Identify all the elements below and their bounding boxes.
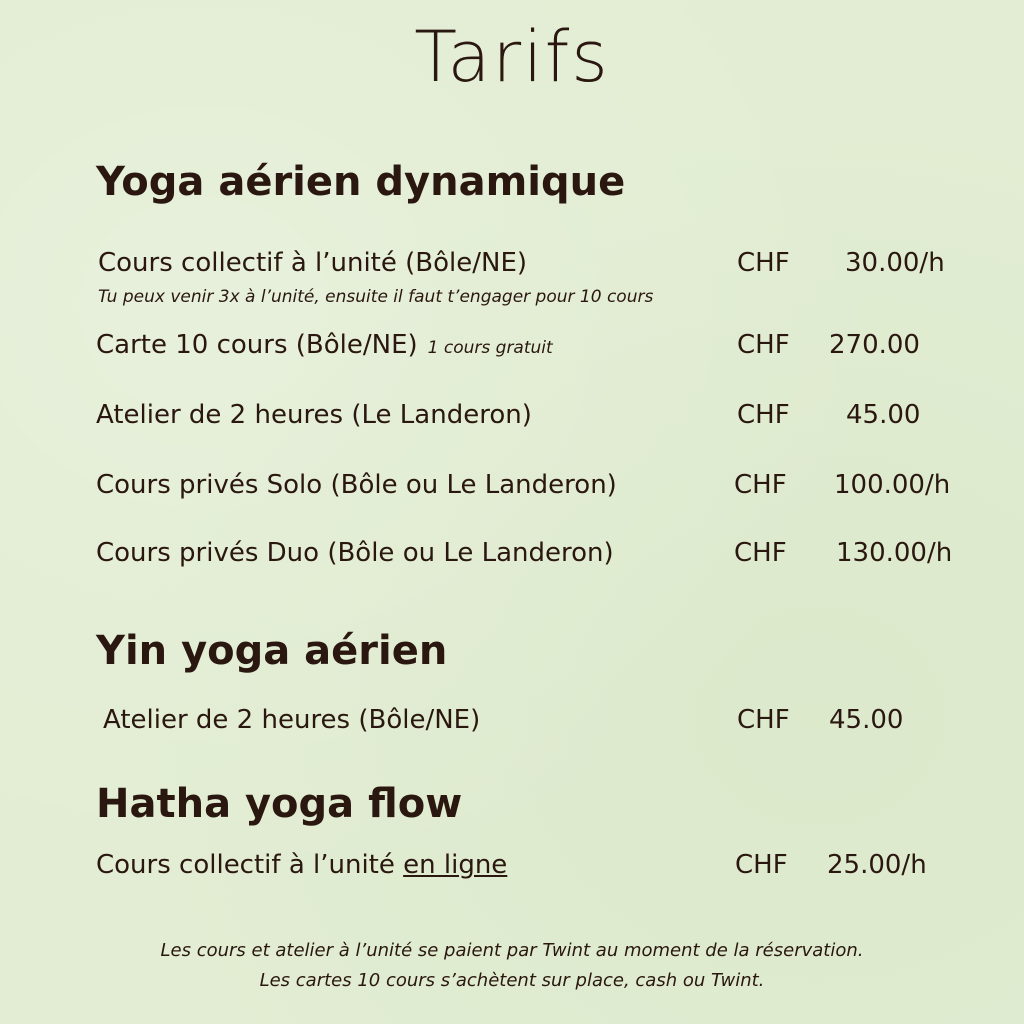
row-label-text: Cours collectif à l’unité (96, 850, 395, 880)
row-label: Atelier de 2 heures (Bôle/NE) (103, 705, 481, 735)
footer-line-2: Les cartes 10 cours s’achètent sur place, cash ou Twint. (259, 970, 765, 991)
row-label: Cours privés Solo (Bôle ou Le Landeron) (96, 470, 617, 500)
row-currency: CHF (737, 330, 790, 360)
price-row-atelier-bole (0, 702, 1024, 738)
row-label: Cours privés Duo (Bôle ou Le Landeron) (96, 538, 614, 568)
page-title: Tarifs (414, 16, 610, 98)
price-row-en-ligne (0, 847, 1024, 883)
row-price: 25.00/h (827, 850, 927, 880)
row-currency: CHF (734, 538, 787, 568)
row-currency: CHF (737, 248, 790, 278)
footer-notes (0, 936, 1024, 996)
price-row-prives-solo (0, 467, 1024, 503)
row-price: 45.00 (829, 705, 904, 735)
row-price: 100.00/h (834, 470, 951, 500)
row-subnote: Tu peux venir 3x à l’unité, ensuite il faut t’engager pour 10 cours (98, 287, 654, 307)
row-note: 1 cours gratuit (427, 338, 553, 358)
price-row-cours-collectif (0, 245, 1024, 281)
row-price: 45.00 (846, 400, 921, 430)
section-heading-hatha-yoga-flow: Hatha yoga flow (96, 781, 463, 827)
row-label (96, 847, 507, 883)
row-label: Cours collectif à l’unité (Bôle/NE) (98, 248, 528, 278)
row-label: Atelier de 2 heures (Le Landeron) (96, 400, 532, 430)
row-price: 30.00/h (845, 248, 945, 278)
row-currency: CHF (735, 850, 788, 880)
row-label-text: Carte 10 cours (Bôle/NE) (96, 330, 418, 360)
footer-line-1: Les cours et atelier à l’unité se paient par Twint au moment de la réservation. (160, 940, 864, 961)
row-currency: CHF (734, 470, 787, 500)
row-label (96, 327, 553, 366)
section-heading-yin-yoga-aerien: Yin yoga aérien (96, 628, 448, 674)
price-row-prives-duo (0, 535, 1024, 571)
row-price: 130.00/h (836, 538, 953, 568)
price-row-atelier-landeron (0, 397, 1024, 433)
row-currency: CHF (737, 705, 790, 735)
online-link[interactable]: en ligne (403, 850, 508, 880)
section-heading-yoga-aerien-dynamique: Yoga aérien dynamique (96, 159, 626, 205)
row-currency: CHF (737, 400, 790, 430)
price-row-carte-10-cours (0, 327, 1024, 363)
row-price: 270.00 (829, 330, 920, 360)
